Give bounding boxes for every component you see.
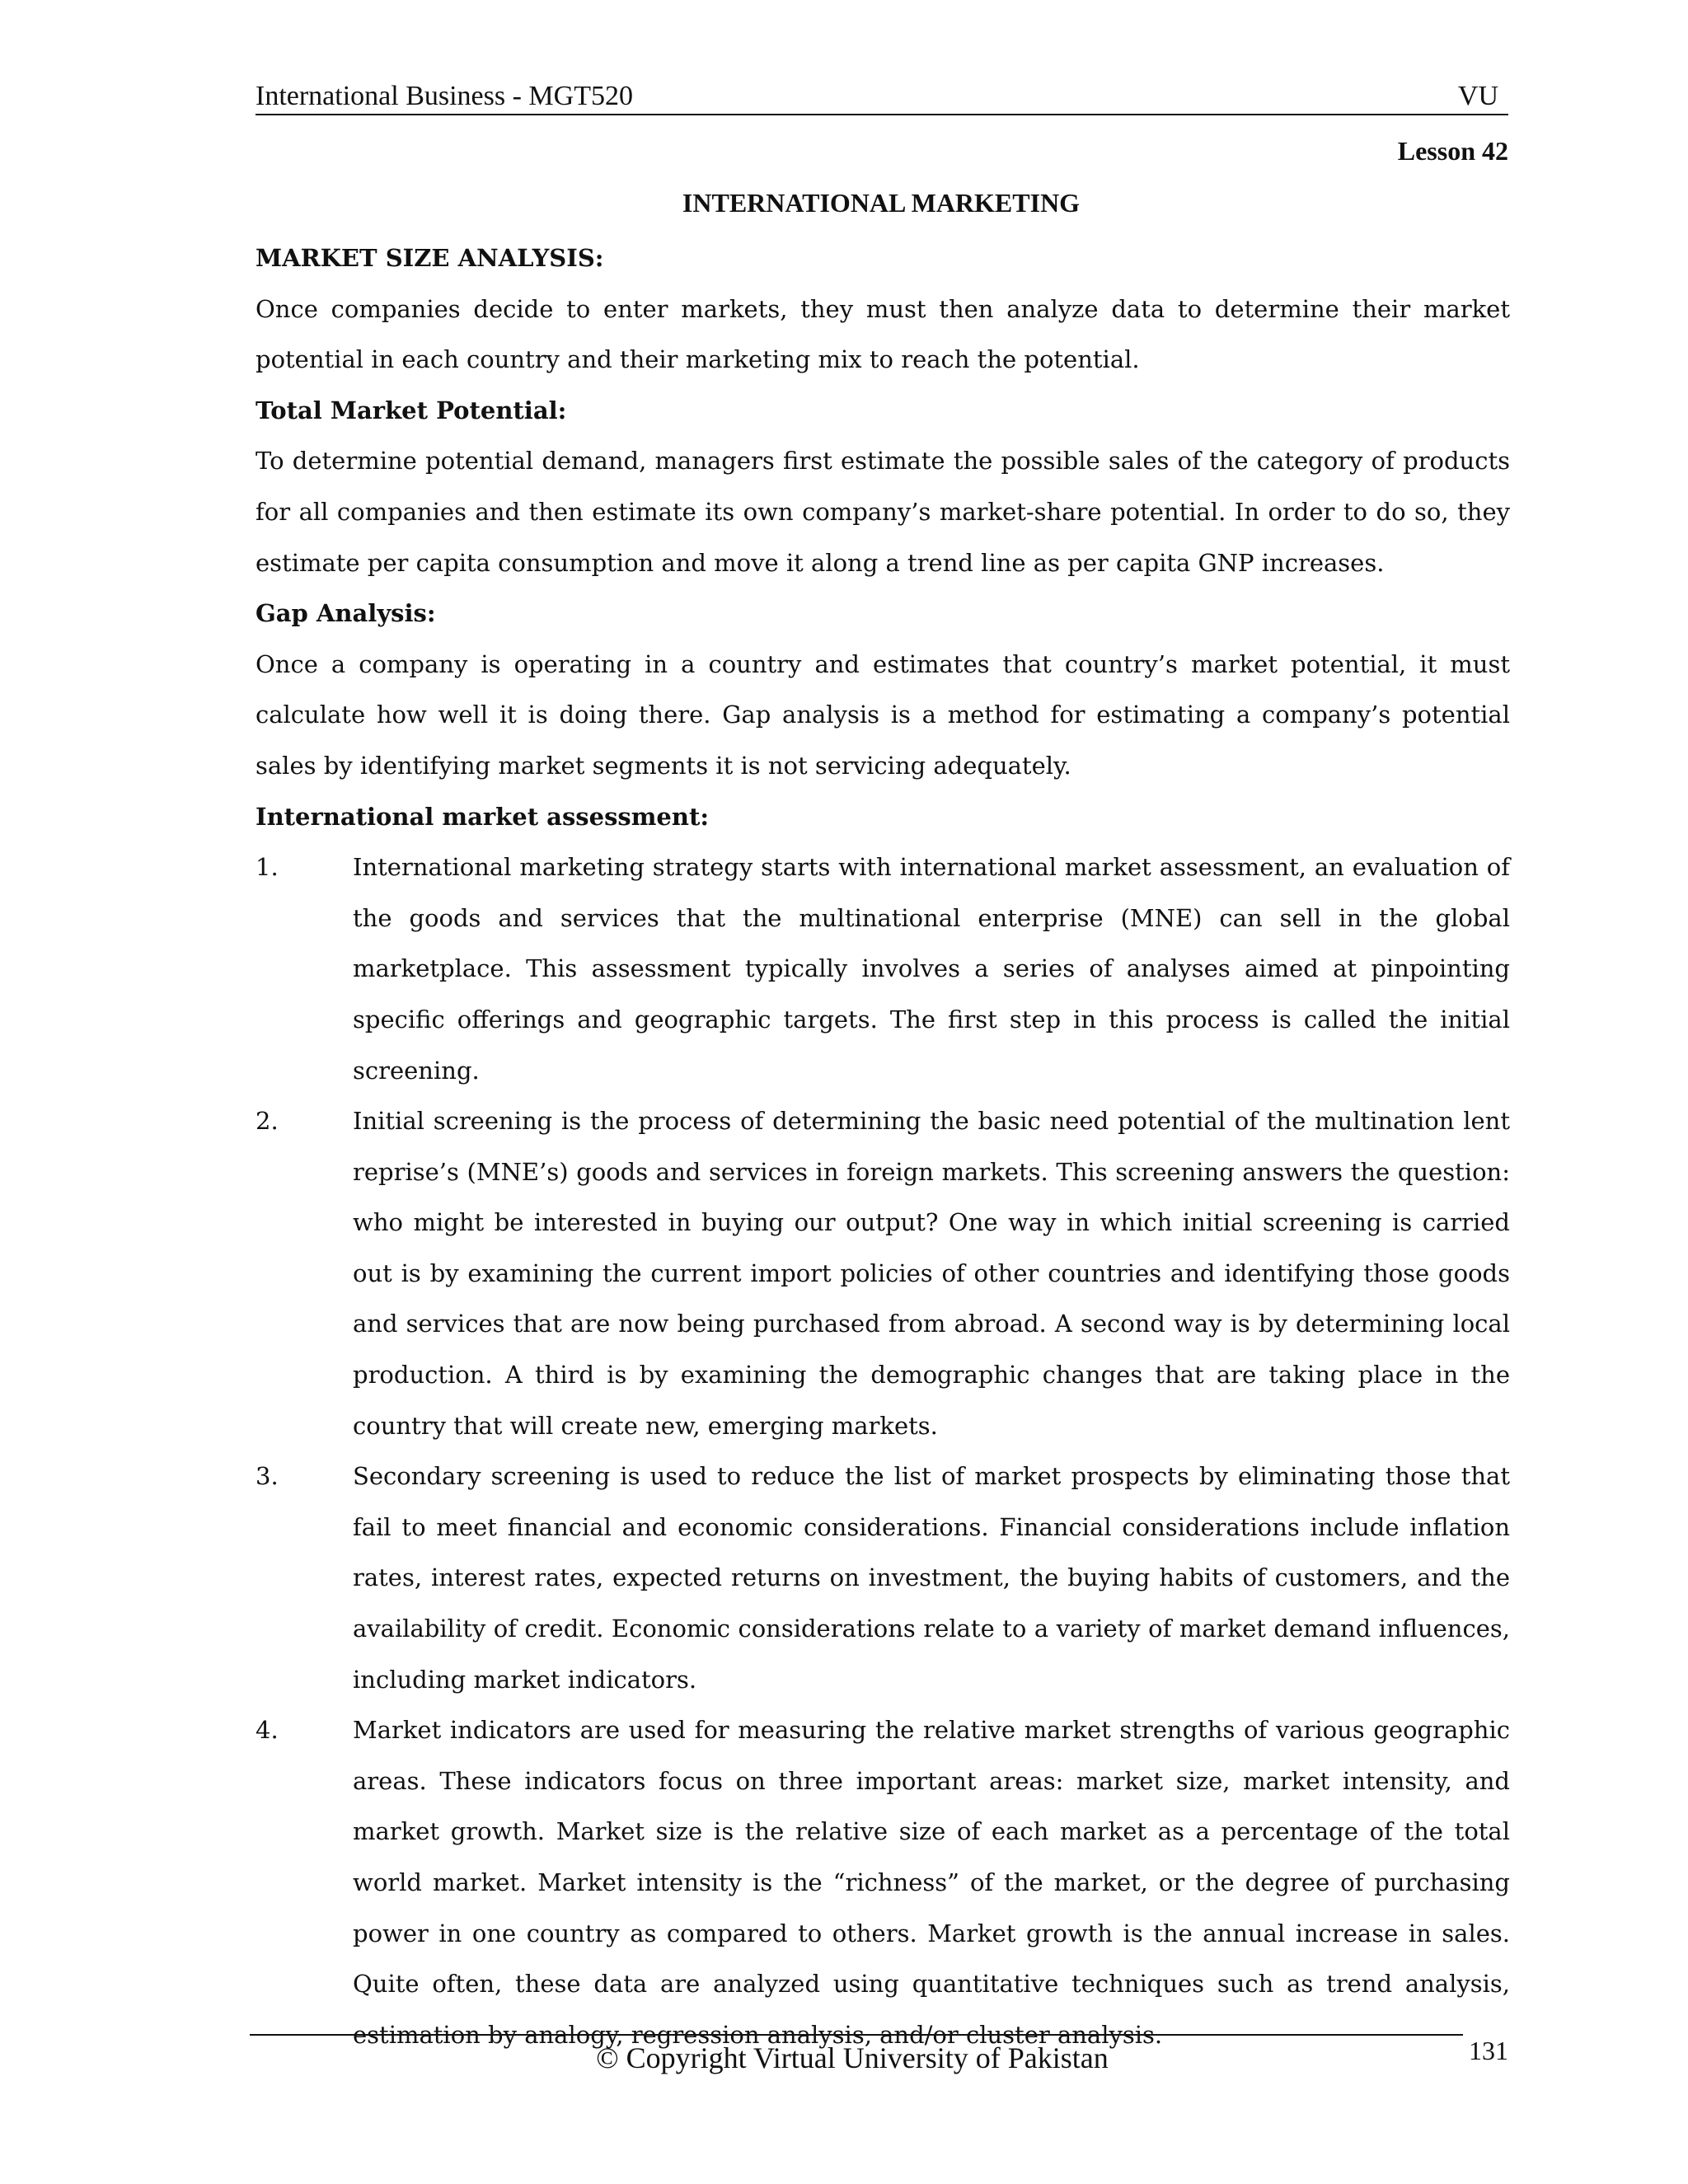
footer-divider: [250, 2034, 1463, 2036]
paragraph-total-market: To determine potential demand, managers first estimate the possible sales of the category of products for all companies and then estimate its own company’s market-share potential. In order to do so, they estimate per capita consumption and move it along a trend line as per capita GNP increases.: [256, 447, 1510, 577]
page-header: [256, 76, 1508, 115]
list-item-text: International marketing strategy starts with international market assessment, an evaluation of the goods and services that the multinational enterprise (MNE) can sell in the global marketplace. This assessment typically involves a series of analyses aimed at pinpointing specific offerings and geographic targets. The first step in this process is called the initial screening.: [353, 853, 1510, 1085]
page-title: INTERNATIONAL MARKETING: [682, 188, 1081, 218]
list-item: [256, 1451, 1510, 1705]
main-content: [256, 233, 1510, 2060]
paragraph-market-size: Once companies decide to enter markets, they must then analyze data to determine their market potential in each country and their marketing mix to reach the potential.: [256, 294, 1510, 374]
list-item-number: 3.: [256, 1462, 279, 1491]
list-item-text: Market indicators are used for measuring the relative market strengths of various geographic areas. These indicators focus on three important areas: market size, market intensity, and market growth. Market size is the relative size of each market as a percentage of the total world market. Market intensity is the “richness” of the market, or the degree of purchasing power in one country as compared to others. Market growth is the annual increase in sales. Quite often, these data are analyzed using quantitative techniques such as trend analysis, estimation by analogy, regression analysis, and/or cluster analysis.: [353, 1716, 1510, 2049]
list-item-text: Initial screening is the process of determining the basic need potential of the multination lent reprise’s (MNE’s) goods and services in foreign markets. This screening answers the question: who might be interested in buying our output? One way in which initial screening is carried out is by examining the current import policies of other countries and identifying those goods and services that are now being purchased from abroad. A second way is by determining local production. A third is by examining the demographic changes that are taking place in the country that will create new, emerging markets.: [353, 1107, 1510, 1440]
list-item-number: 4.: [256, 1716, 279, 1745]
list-item: [256, 1096, 1510, 1451]
section-heading-assessment: International market assessment:: [256, 802, 710, 831]
list-item: [256, 1705, 1510, 2060]
list-item: [256, 842, 1510, 1096]
list-item-number: 2.: [256, 1107, 279, 1136]
assessment-list: [256, 842, 1510, 2060]
copyright-footer: © Copyright Virtual University of Pakistan: [596, 2041, 1109, 2074]
list-item-text: Secondary screening is used to reduce the list of market prospects by eliminating those that fail to meet financial and economic considerations. Financial considerations include inflation rates, interest rates, expected returns on investment, the buying habits of customers, and the availability of credit. Economic considerations relate to a variety of market demand influences, including market indicators.: [353, 1462, 1510, 1694]
course-title: International Business - MGT520: [256, 81, 633, 111]
list-item-number: 1.: [256, 853, 279, 882]
paragraph-gap-analysis: Once a company is operating in a country and estimates that country’s market potential, it must calculate how well it is doing there. Gap analysis is a method for estimating a company’s potential sales by identifying market segments it is not servicing adequately.: [256, 649, 1510, 780]
lesson-number: Lesson 42: [1397, 136, 1508, 166]
section-heading-total-market: Total Market Potential:: [256, 396, 567, 424]
section-heading-gap-analysis: Gap Analysis:: [256, 599, 436, 628]
page-number: 131: [1469, 2036, 1508, 2065]
institution-abbrev: VU: [1457, 81, 1498, 111]
section-heading-market-size: MARKET SIZE ANALYSIS:: [256, 244, 604, 272]
